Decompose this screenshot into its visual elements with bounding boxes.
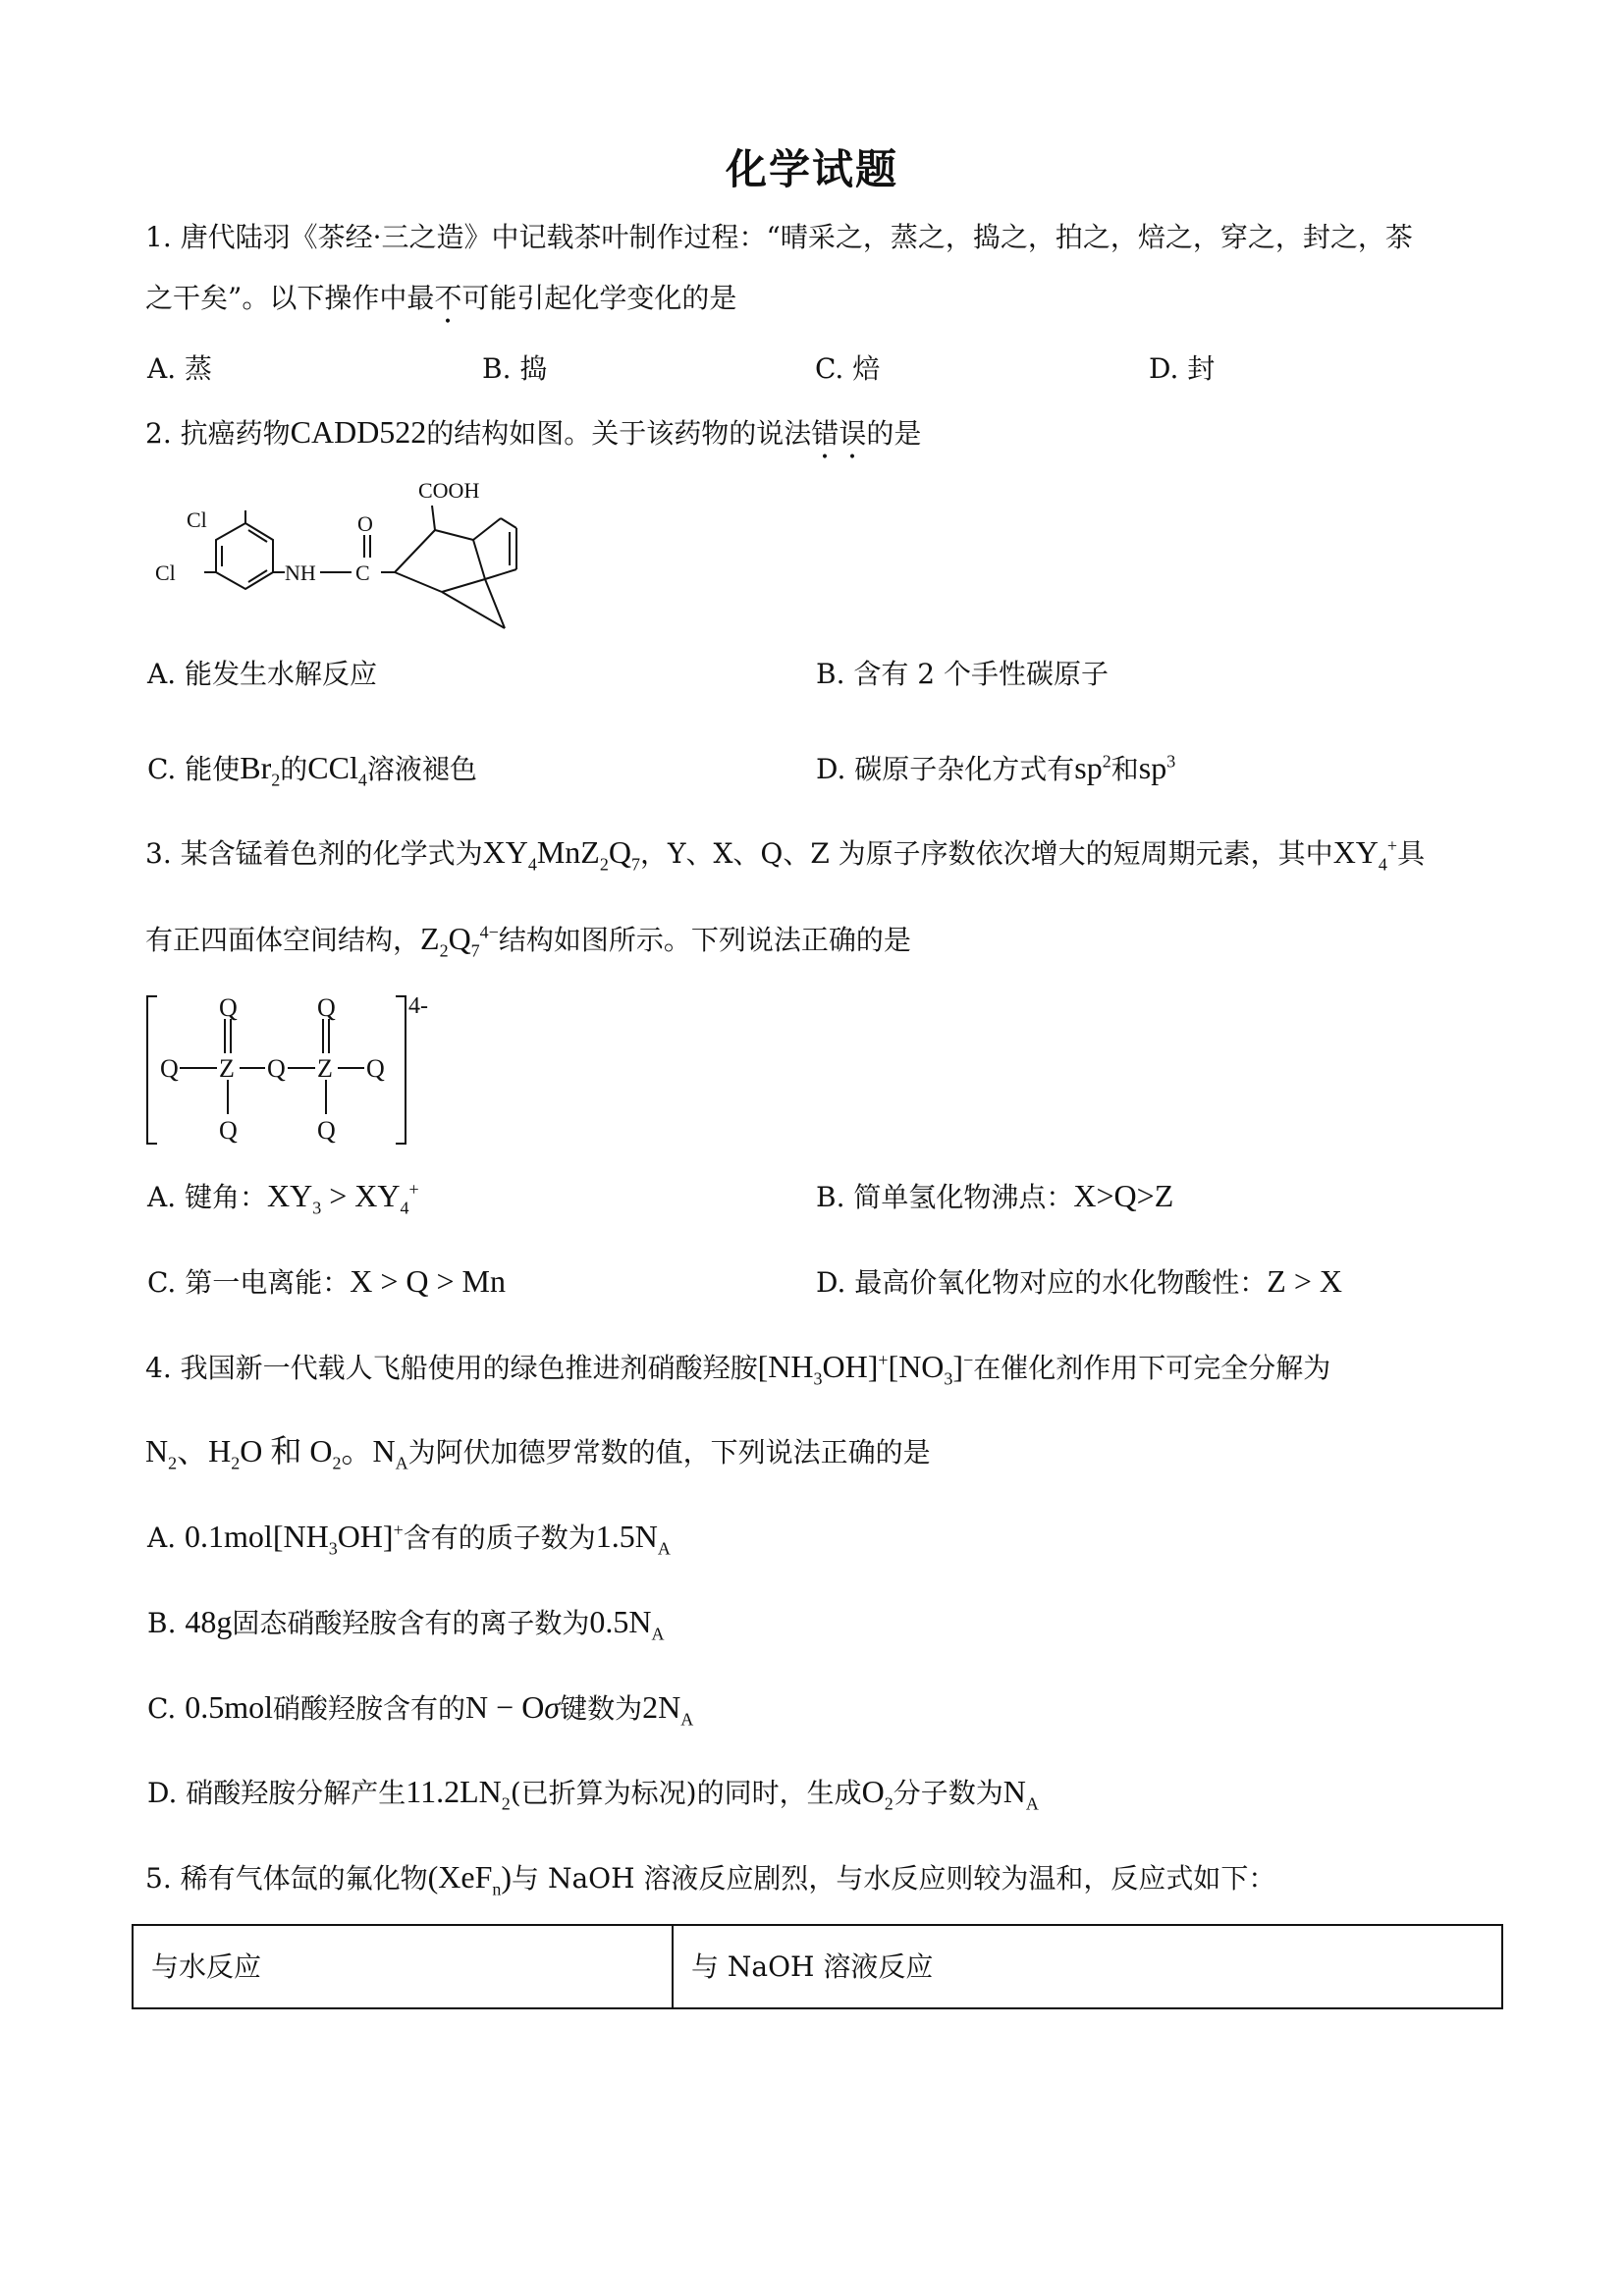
q1-option-a: A. 蒸: [147, 352, 213, 385]
table-header-naoh: 与 NaOH 溶液反应: [691, 1950, 934, 1983]
q3-label-q1: Q: [219, 993, 238, 1022]
q4-opta-text: 含有的质子数为: [403, 1522, 596, 1554]
q4-optd-text-b: (已折算为标况)的同时，生成: [510, 1777, 862, 1809]
q5-stem: [145, 1857, 1275, 1898]
q4-optc-sigma: σ: [544, 1689, 561, 1725]
q3-optd-text: D. 最高价氧化物对应的水化物酸性：: [816, 1266, 1268, 1299]
q4-optc-label: C.: [147, 1692, 177, 1725]
q3-opta-text: A. 键角：: [147, 1181, 268, 1213]
q4-stem-text-a: 4. 我国新一代载人飞船使用的绿色推进剂硝酸羟胺: [145, 1352, 758, 1384]
q3-stem-text-b: ，Y、X、Q、Z 为原子序数依次增大的短周期元素，其中: [639, 837, 1333, 870]
q2-optc-br: $Br_2$: [240, 750, 281, 790]
q3-label-q5: Q: [366, 1054, 385, 1083]
q3-formula: $XY_4MnZ_2Q_7$: [482, 834, 640, 875]
q3-option-d: [816, 1261, 1342, 1303]
q2-optc-text-c: 溶液褪色: [366, 753, 477, 785]
q2-option-d: [816, 748, 1175, 789]
q3-opta-formula: $XY_3 > XY_4^+$: [267, 1178, 419, 1218]
q2-stem: [145, 412, 921, 465]
q4-optc-bond: N − O: [465, 1689, 545, 1725]
q4-optb-text: 固态硝酸羟胺含有的离子数为: [232, 1607, 590, 1639]
q4-optc-mol: 0.5mol: [185, 1689, 274, 1725]
q4-products: $N_2$、$H_2O$ 和 $O_2$。$N_A$: [145, 1433, 408, 1473]
q4-optd-text-a: D. 硝酸羟胺分解产生: [147, 1777, 406, 1809]
q3-option-c: [147, 1261, 506, 1303]
q5-reaction-table: [132, 1924, 1503, 2009]
q3-option-a: [147, 1176, 419, 1217]
q2-optd-text-a: D. 碳原子杂化方式有: [816, 753, 1075, 785]
q2-structure-diagram: [147, 476, 540, 643]
q4-stem-line2: [145, 1431, 931, 1472]
q2-label-nh: NH: [285, 561, 316, 585]
q5-stem-text-a: 5. 稀有气体氙的氟化物: [145, 1862, 428, 1895]
q3-label-z1: Z: [219, 1054, 235, 1083]
q3-optb-formula: X>Q>Z: [1073, 1178, 1174, 1213]
q1-line2: [145, 279, 736, 330]
q4-optd-o2: $O_2$: [861, 1774, 893, 1814]
q2-optc-ccl4: CCl$_4$: [307, 750, 367, 790]
q4-optd-value: $N_A$: [1002, 1774, 1039, 1814]
q4-optc-text-a: 硝酸羟胺含有的: [273, 1692, 466, 1725]
benzene-ring: [216, 523, 273, 589]
q3-stem-line1: [145, 832, 1425, 874]
q3-optc-formula: X > Q > Mn: [350, 1263, 506, 1299]
q3-option-b: [816, 1176, 1173, 1217]
q2-label-c: C: [355, 561, 370, 585]
q3-label-q6: Q: [219, 1116, 238, 1145]
left-bracket: [147, 996, 157, 1144]
q3-z2q7-ion: $Z_2Q_7^{4-}$: [420, 921, 499, 961]
q2-optd-text-b: 和: [1110, 753, 1139, 785]
q3-xy4-ion: $XY_4^+$: [1332, 834, 1398, 875]
q1-emphasis: 不: [434, 282, 462, 314]
q1-line2-text-a: 之干矣”。以下操作中最: [145, 282, 435, 314]
q2-option-c: [147, 748, 477, 789]
q2-emphasis: 错误: [811, 417, 867, 450]
right-bracket: [396, 996, 406, 1144]
q3-optc-text: C. 第一电离能：: [147, 1266, 351, 1299]
q2-optc-text-b: 的: [280, 753, 308, 785]
q2-stem-text-a: 2. 抗癌药物: [145, 417, 291, 450]
q3-label-q3: Q: [160, 1054, 179, 1083]
q4-compound-formula: $[NH_3OH]^+[NO_3]^-$: [757, 1349, 974, 1389]
q3-label-z2: Z: [317, 1054, 333, 1083]
q4-optd-volume: $11.2LN_2$: [406, 1774, 511, 1814]
table-header-water: 与水反应: [151, 1950, 262, 1983]
q4-optb-value: $0.5N_A$: [589, 1604, 665, 1644]
q4-optd-text-c: 分子数为: [893, 1777, 1003, 1809]
q3-ion-structure-diagram: [145, 987, 479, 1148]
q3-optb-text: B. 简单氢化物沸点：: [816, 1181, 1074, 1213]
q4-option-c: [147, 1687, 693, 1729]
q3-label-q4: Q: [267, 1054, 286, 1083]
q4-optc-text-b: 键数为: [560, 1692, 643, 1725]
q3-charge: 4-: [408, 993, 428, 1019]
q4-stem-text-b: 在催化剂作用下可完全分解为: [973, 1352, 1331, 1384]
q4-opta-formula: $0.1mol[NH_3OH]^+$: [185, 1519, 404, 1559]
q2-option-b: B. 含有 2 个手性碳原子: [816, 658, 1109, 690]
q4-optb-mass: 48g: [185, 1604, 233, 1639]
q1-option-d: D. 封: [1149, 352, 1216, 385]
page-title: 化学试题: [725, 145, 898, 193]
q2-stem-text-b: 的结构如图。关于该药物的说法: [426, 417, 812, 450]
q1-line2-text-b: 可能引起化学变化的是: [461, 282, 737, 314]
q4-line2-text: 为阿伏加德罗常数的值，下列说法正确的是: [407, 1436, 931, 1468]
q3-line2-text-b: 结构如图所示。下列说法正确的是: [498, 924, 911, 956]
q2-optd-sp2: $sp^2$: [1074, 750, 1111, 785]
q2-stem-text-c: 的是: [866, 417, 922, 450]
q4-stem-line1: [145, 1347, 1330, 1388]
q4-optc-value: $2N_A$: [642, 1689, 694, 1730]
q5-stem-text-b: 与 NaOH 溶液反应剧烈，与水反应则较为温和，反应式如下：: [512, 1862, 1276, 1895]
q4-option-d: [147, 1772, 1039, 1813]
q4-optb-label: B.: [147, 1607, 177, 1639]
q3-optd-formula: Z > X: [1267, 1263, 1342, 1299]
q2-drug-name: CADD522: [290, 414, 427, 450]
q1-option-c: C. 焙: [815, 352, 881, 385]
q4-option-a: [147, 1517, 671, 1558]
q4-opta-value: $1.5N_A$: [595, 1519, 671, 1559]
q2-label-o: O: [357, 511, 373, 536]
q1-option-b: B. 捣: [482, 352, 548, 385]
q3-stem-line2: [145, 919, 911, 960]
q5-formula: (XeF$_n$): [427, 1859, 513, 1899]
q3-stem-text-a: 3. 某含锰着色剂的化学式为: [145, 837, 483, 870]
q3-line2-text-a: 有正四面体空间结构，: [145, 924, 421, 956]
q2-optd-sp3: $sp^3$: [1138, 750, 1176, 785]
q2-label-cl-left: Cl: [155, 561, 176, 585]
q2-option-a: A. 能发生水解反应: [147, 658, 378, 690]
q3-label-q7: Q: [317, 1116, 336, 1145]
q2-label-cooh: COOH: [418, 478, 480, 503]
q2-label-cl-top: Cl: [187, 507, 207, 532]
q4-option-b: [147, 1602, 665, 1643]
q2-optc-text-a: C. 能使: [147, 753, 241, 785]
q3-label-q2: Q: [317, 993, 336, 1022]
q4-opta-label: A.: [147, 1522, 177, 1554]
q1-line1: 1. 唐代陆羽《茶经·三之造》中记载茶叶制作过程：“晴采之，蒸之，捣之，拍之，焙之，穿之，封之，茶: [145, 221, 1413, 253]
q3-stem-text-c: 具: [1397, 837, 1426, 870]
